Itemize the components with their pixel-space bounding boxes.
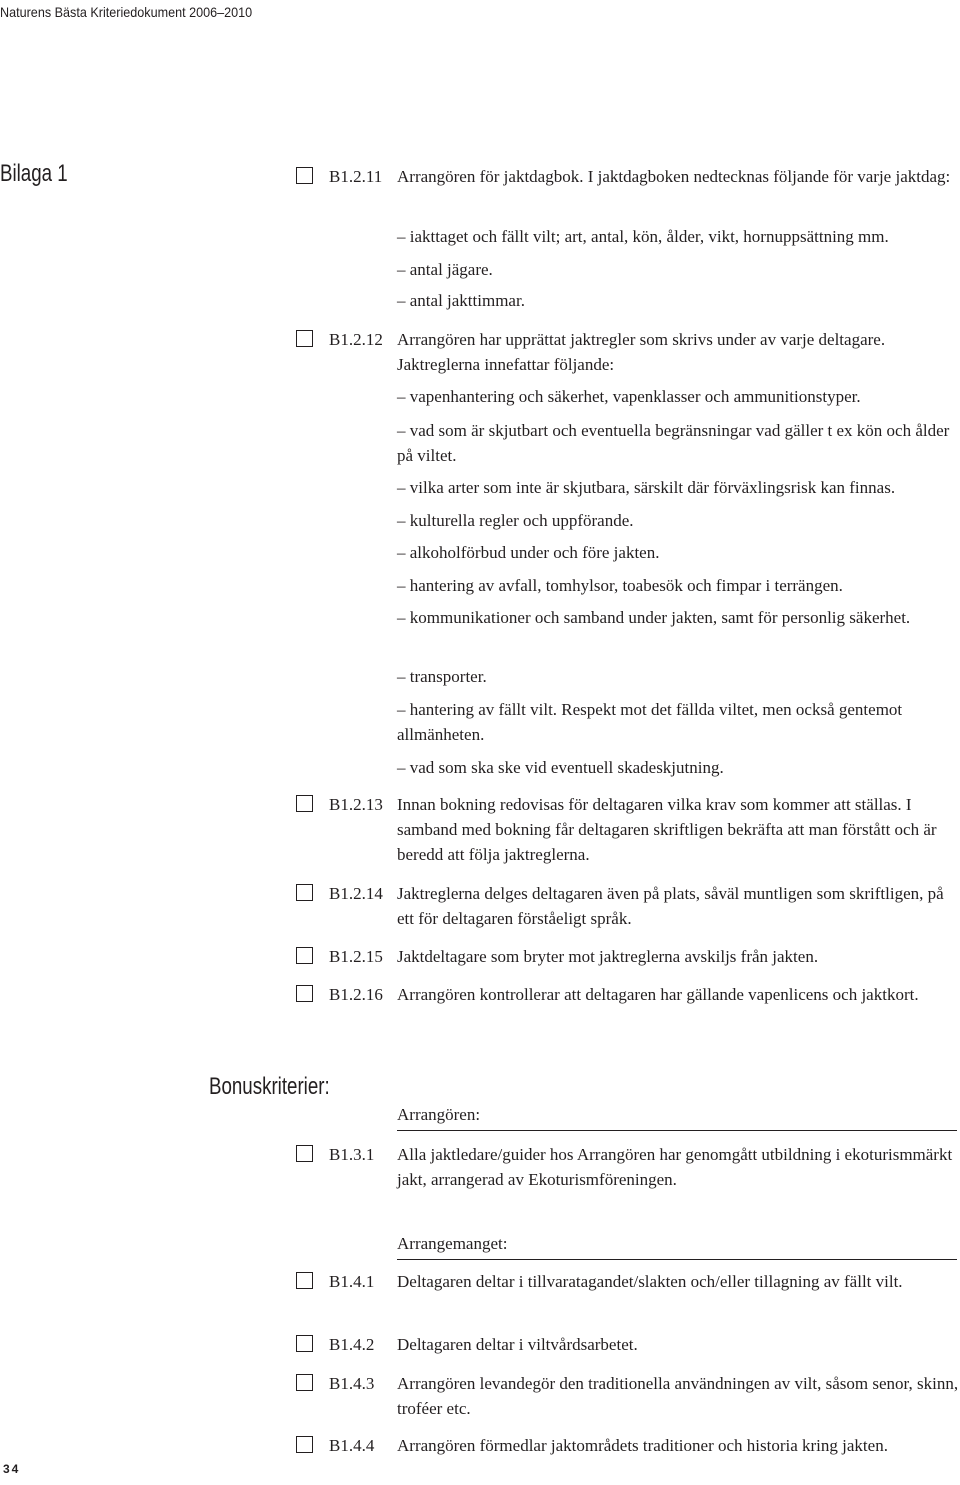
checkbox[interactable] <box>296 795 313 812</box>
criterion-b1-2-13 <box>296 792 960 867</box>
criterion-b1-4-1 <box>296 1269 960 1294</box>
criterion-code: B1.2.15 <box>329 947 383 966</box>
list-item: – transporter. <box>397 667 487 686</box>
checkbox[interactable] <box>296 985 313 1002</box>
criterion-text: Jaktreglerna delges deltagaren även på plats, såväl muntligen som skriftligen, på ett för deltagaren förståeligt språk. <box>397 884 944 928</box>
criterion-text: Innan bokning redovisas för deltagaren vilka krav som kommer att ställas. I samband med bokning får deltagaren skriftligen bekräfta att man förstått och är beredd att följa jaktreglerna. <box>397 795 937 864</box>
list-item: – alkoholförbud under och före jakten. <box>397 543 660 562</box>
criterion-text: Arrangören för jaktdagbok. I jaktdagboken nedtecknas följande för varje jaktdag: <box>397 167 951 186</box>
criterion-code: B1.4.1 <box>329 1272 375 1291</box>
list-item: – vapenhantering och säkerhet, vapenklasser och ammunitionstyper. <box>397 387 861 406</box>
bonus-label: Bonuskriterier: <box>209 1073 330 1100</box>
criterion-text: Jaktdeltagare som bryter mot jaktreglerna avskiljs från jakten. <box>397 947 819 966</box>
checkbox[interactable] <box>296 1374 313 1391</box>
criterion-b1-2-16 <box>296 982 960 1007</box>
list-item: – vilka arter som inte är skjutbara, särskilt där förväxlingsrisk kan finnas. <box>397 478 896 497</box>
criterion-code: B1.4.3 <box>329 1374 375 1393</box>
list-item: – hantering av fällt vilt. Respekt mot det fällda viltet, men också gentemot allmänheten. <box>397 700 903 744</box>
criterion-b1-2-14 <box>296 881 960 931</box>
bonus-organizer-heading: Arrangören: <box>397 1104 957 1131</box>
checkbox[interactable] <box>296 947 313 964</box>
criterion-code: B1.3.1 <box>329 1145 375 1164</box>
section-label: Bilaga 1 <box>0 160 68 187</box>
list-item: – iakttaget och fällt vilt; art, antal, kön, ålder, vikt, hornuppsättning mm. <box>397 227 889 246</box>
list-item: – hantering av avfall, tomhylsor, toabesök och fimpar i terrängen. <box>397 576 843 595</box>
list-item: – kommunikationer och samband under jakten, samt för personlig säkerhet. <box>397 608 911 627</box>
list-item: – vad som ska ske vid eventuell skadeskjutning. <box>397 758 724 777</box>
criterion-code: B1.2.14 <box>329 884 383 903</box>
bonus-event-heading: Arrangemanget: <box>397 1233 957 1260</box>
criterion-b1-3-1 <box>296 1142 960 1192</box>
document-header: Naturens Bästa Kriteriedokument 2006–2010 <box>0 4 253 20</box>
criterion-code: B1.4.2 <box>329 1335 375 1354</box>
criterion-text: Deltagaren deltar i tillvaratagandet/slakten och/eller tillagning av fällt vilt. <box>397 1272 903 1291</box>
criterion-code: B1.2.13 <box>329 795 383 814</box>
criterion-b1-4-4 <box>296 1433 960 1458</box>
criterion-code: B1.2.12 <box>329 330 383 349</box>
checkbox[interactable] <box>296 884 313 901</box>
criterion-text: Arrangören förmedlar jaktområdets traditioner och historia kring jakten. <box>397 1436 888 1455</box>
criterion-text: Alla jaktledare/guider hos Arrangören har genomgått utbildning i ekoturismmärkt jakt, arrangerad av Ekoturismföreningen. <box>397 1145 953 1189</box>
criterion-b1-2-11 <box>296 164 960 189</box>
criterion-b1-2-15 <box>296 944 960 969</box>
criterion-b1-2-12 <box>296 327 960 377</box>
criterion-code: B1.4.4 <box>329 1436 375 1455</box>
criterion-text: Arrangören kontrollerar att deltagaren har gällande vapenlicens och jaktkort. <box>397 985 919 1004</box>
list-item: – kulturella regler och uppförande. <box>397 511 634 530</box>
list-item: – antal jägare. <box>397 260 493 279</box>
criterion-text: Arrangören har upprättat jaktregler som skrivs under av varje deltagare. Jaktreglerna innefattar följande: <box>397 330 886 374</box>
checkbox[interactable] <box>296 1436 313 1453</box>
checkbox[interactable] <box>296 1272 313 1289</box>
list-item: – antal jakttimmar. <box>397 291 525 310</box>
page-number: 34 <box>3 1462 21 1476</box>
checkbox[interactable] <box>296 330 313 347</box>
criterion-text: Arrangören levandegör den traditionella användningen av vilt, såsom senor, skinn, troféer etc. <box>397 1374 959 1418</box>
checkbox[interactable] <box>296 167 313 184</box>
checkbox[interactable] <box>296 1145 313 1162</box>
criterion-text: Deltagaren deltar i viltvårdsarbetet. <box>397 1335 638 1354</box>
criterion-b1-4-2 <box>296 1332 960 1357</box>
checkbox[interactable] <box>296 1335 313 1352</box>
criterion-code: B1.2.16 <box>329 985 383 1004</box>
list-item: – vad som är skjutbart och eventuella begränsningar vad gäller t ex kön och ålder på viltet. <box>397 421 950 465</box>
criterion-code: B1.2.11 <box>329 167 383 186</box>
criterion-b1-4-3 <box>296 1371 960 1421</box>
